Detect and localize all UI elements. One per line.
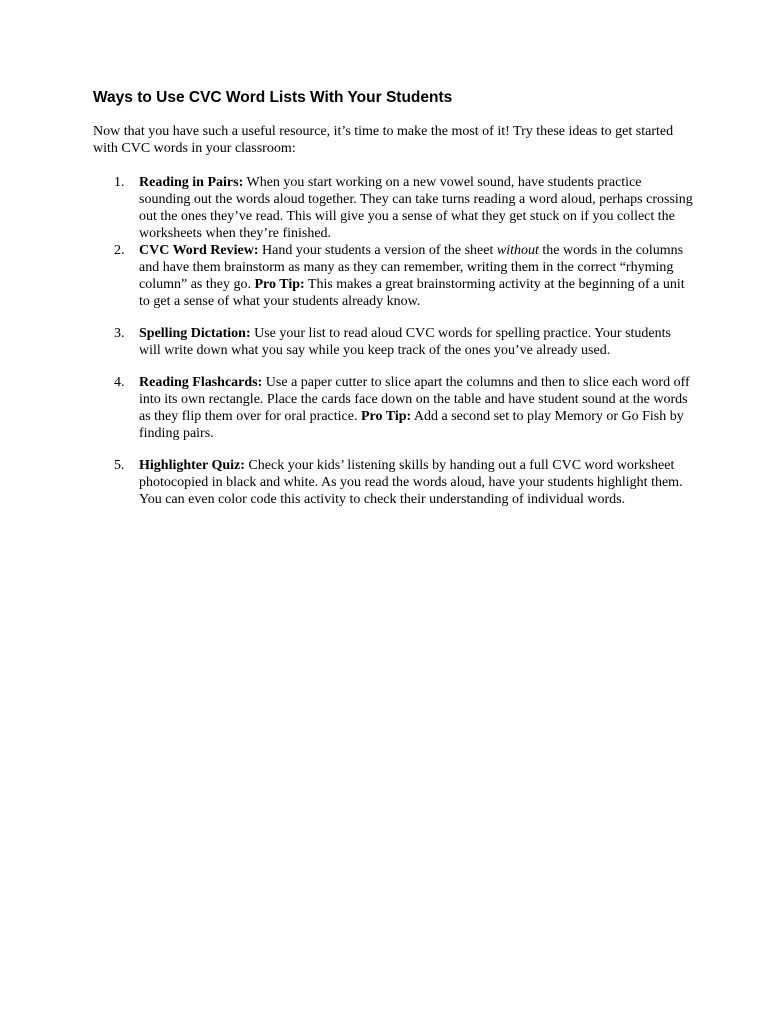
idea-text: When you start working on a new vowel sound, have students practice sounding out the words aloud together. They can take turns reading a word aloud, perhaps crossing out the ones they’ve read. This will give you a sense of what they get stuck on if you collect the worksheets when they’re finished. [139, 175, 693, 241]
pro-tip-text: This makes a great brainstorming activity at the beginning of a unit to get a sense of what your students already know. [139, 277, 685, 309]
idea-label: CVC Word Review: [139, 243, 259, 258]
list-item-reading-in-pairs [93, 174, 693, 242]
idea-emphasis: without [496, 243, 539, 258]
idea-text-continued: the words in the columns and have them brainstorm as many as they can remember, writing them in the correct “rhyming column” as they go. [139, 243, 684, 292]
list-item-cvc-word-review [93, 242, 693, 310]
list-number: 2. [114, 243, 125, 258]
idea-text: Use a paper cutter to slice apart the columns and then to slice each word off into its own rectangle. Place the cards face down on the table and have student sound at the words as they flip them over for oral practice. [139, 375, 690, 424]
list-number: 1. [114, 175, 125, 190]
document-title: Ways to Use CVC Word Lists With Your Students [93, 89, 453, 106]
list-item-spelling-dictation [93, 325, 693, 359]
list-number: 5. [114, 458, 125, 473]
idea-label: Spelling Dictation: [139, 326, 251, 341]
pro-tip-label: Pro Tip: [360, 409, 412, 424]
idea-text: Check your kids’ listening skills by handing out a full CVC word worksheet photocopied in black and white. As you read the words aloud, have your students highlight them. You can even color code this activity to check their understanding of individual words. [139, 458, 683, 507]
intro-paragraph: Now that you have such a useful resource, it’s time to make the most of it! Try these ideas to get started with CVC words in your classroom: [93, 124, 674, 156]
list-number: 3. [114, 326, 125, 341]
idea-label: Reading Flashcards: [139, 375, 263, 390]
pro-tip-text: Add a second set to play Memory or Go Fish by finding pairs. [139, 409, 684, 441]
ideas-list [93, 174, 693, 508]
list-number: 4. [114, 375, 125, 390]
list-item-highlighter-quiz [93, 457, 693, 508]
list-item-reading-flashcards [93, 374, 693, 442]
idea-label: Reading in Pairs: [139, 175, 244, 190]
pro-tip-label: Pro Tip: [254, 277, 305, 292]
idea-text: Hand your students a version of the sheet [262, 243, 494, 258]
idea-label: Highlighter Quiz: [139, 458, 245, 473]
idea-text: Use your list to read aloud CVC words for spelling practice. Your students will write down what you say while you keep track of the ones you’ve already used. [139, 326, 671, 358]
